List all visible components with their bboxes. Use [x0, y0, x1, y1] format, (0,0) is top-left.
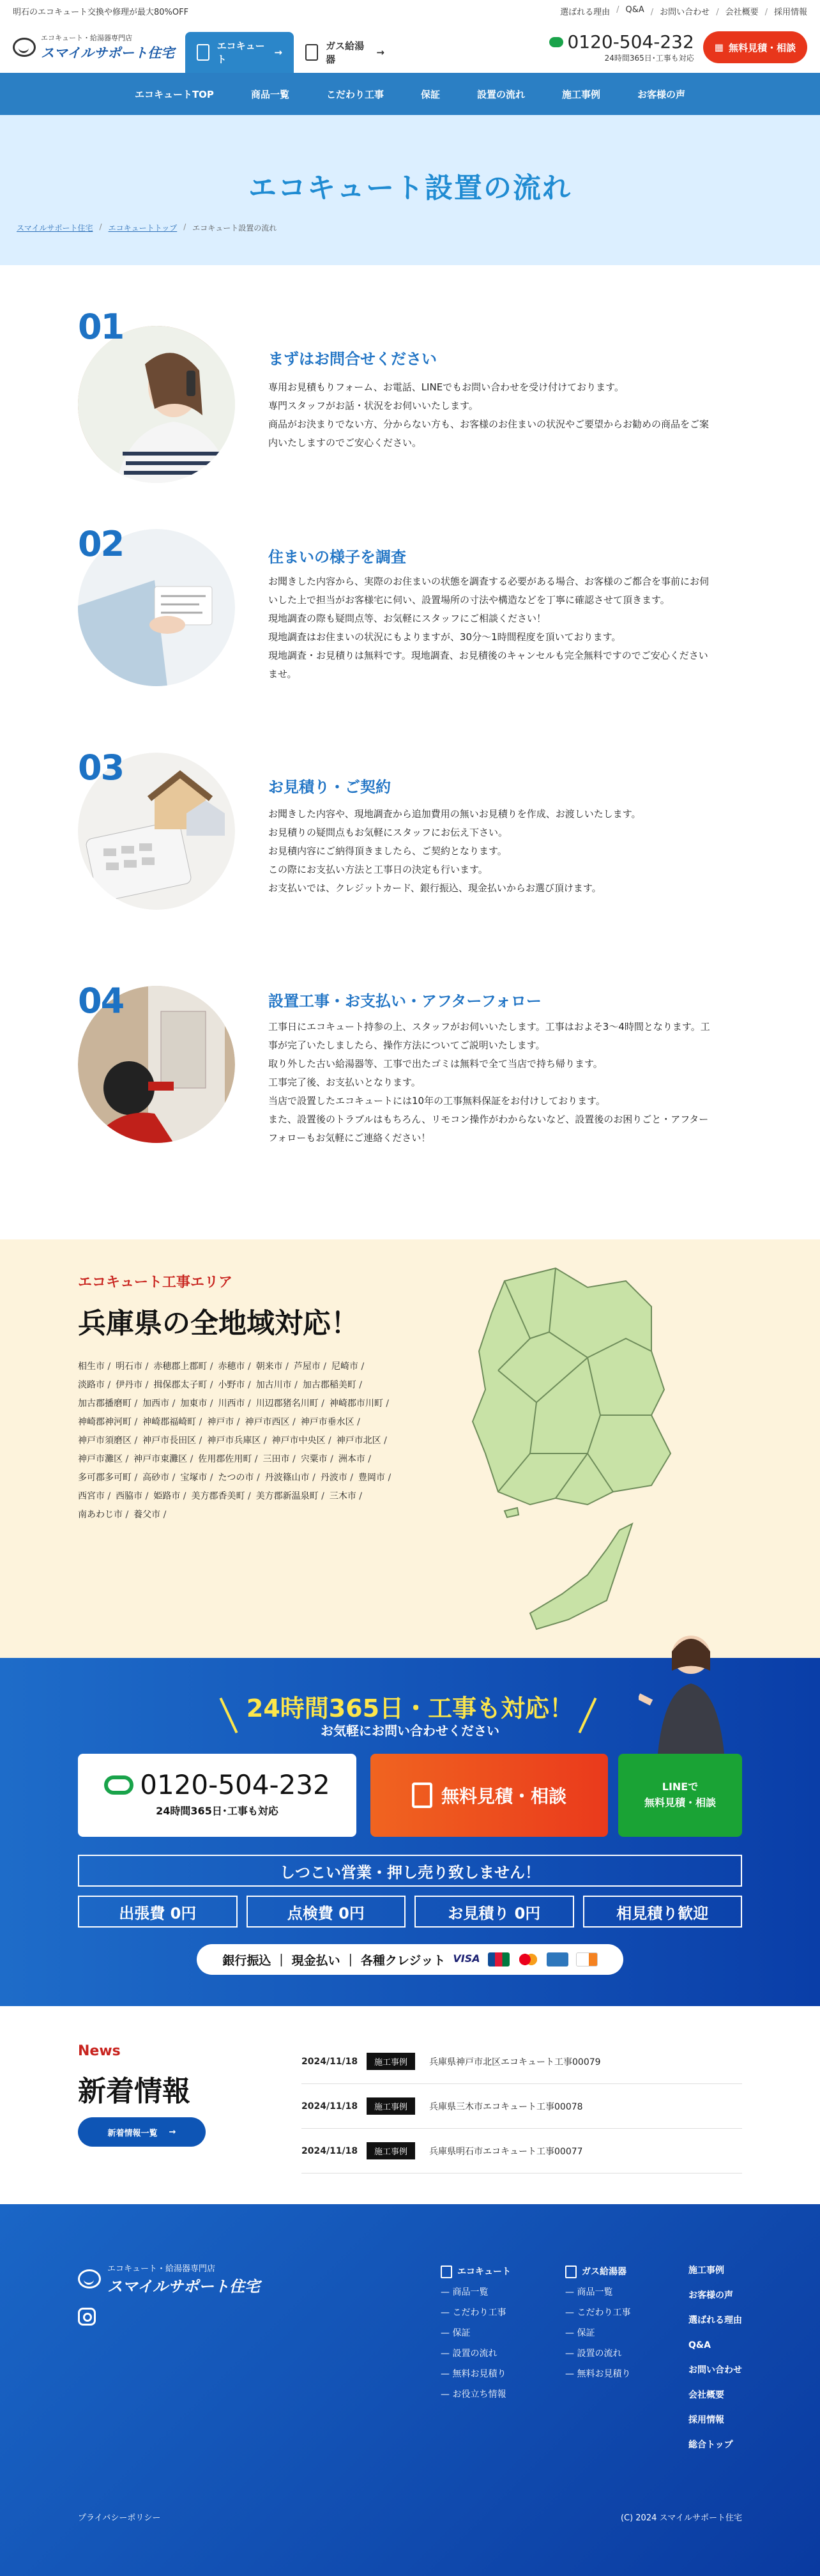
city-item: 佐用郡佐用町 /	[198, 1450, 257, 1469]
toplink-reason[interactable]: 選ばれる理由	[560, 7, 611, 17]
step-03-number: 03	[78, 747, 124, 788]
city-item: たつの市 /	[218, 1469, 260, 1487]
footer-link[interactable]: — 保証	[565, 2323, 630, 2343]
city-item: 美方郡新温泉町 /	[256, 1487, 324, 1506]
city-item: 神戸市垂水区 /	[301, 1413, 360, 1432]
news-item-title: 兵庫県三木市エコキュート工事00078	[429, 2101, 583, 2112]
step-04-line: 取り外した古い給湯器等、工事で出たゴミは無料で全て当店で持ち帰ります。	[268, 1058, 603, 1070]
tab-ecocute[interactable]	[185, 32, 294, 73]
footer-link[interactable]: — 設置の流れ	[441, 2343, 511, 2364]
city-item: 神戸市西区 /	[245, 1413, 296, 1432]
news-list-button[interactable]	[78, 2117, 206, 2147]
nav-cases[interactable]: 施工事例	[562, 88, 601, 100]
city-item: 加古郡播磨町 /	[78, 1395, 137, 1413]
freedial-icon	[104, 1775, 133, 1795]
footer-gas-head[interactable]: ガス給湯器	[582, 2267, 626, 2277]
city-item: 小野市 /	[218, 1376, 251, 1395]
step-04-line: 工事日にエコキュート持参の上、スタッフがお伺いいたします。工事はおよそ3〜4時間となります。工	[268, 1021, 710, 1032]
city-item: 赤穂郡上郡町 /	[153, 1358, 213, 1376]
staff-photo	[639, 1626, 741, 1754]
news-list	[301, 2039, 742, 2174]
nav-products[interactable]: 商品一覧	[250, 88, 289, 100]
competitive-quote-box: 相見積り歓迎	[583, 1896, 743, 1928]
news-tag: 施工事例	[367, 2097, 415, 2115]
site-logo[interactable]	[13, 33, 185, 62]
arrow-right-icon: →	[169, 2127, 176, 2137]
city-item: 神戸市中央区 /	[272, 1432, 331, 1450]
city-item: 相生市 /	[78, 1358, 110, 1376]
footer-link[interactable]: お問い合わせ	[688, 2365, 742, 2375]
top-links	[560, 5, 807, 17]
area-title: 兵庫県の全地域対応！	[78, 1307, 359, 1340]
step-04-line: 当店で設置したエコキュートには10年の工事無料保証をお付けしております。	[268, 1095, 605, 1107]
news-item-title: 兵庫県明石市エコキュート工事00077	[429, 2146, 583, 2157]
step-02-line: ませ。	[268, 668, 297, 680]
step-01-text	[268, 378, 741, 452]
main-nav	[0, 73, 820, 115]
service-area	[0, 1239, 820, 1658]
step-03-line: お聞きした内容や、現地調査から追加費用の無いお見積りを作成、お渡しいたします。	[268, 808, 641, 820]
step-04-number: 04	[78, 981, 124, 1021]
step-04-text	[268, 1018, 741, 1147]
breadcrumb-current: エコキュート設置の流れ	[192, 224, 277, 233]
city-item: 朝来市 /	[256, 1358, 289, 1376]
footer-link[interactable]: — 商品一覧	[565, 2282, 630, 2303]
footer-logo-name: スマイルサポート住宅	[107, 2278, 261, 2296]
tab-gas-label: ガス給湯器	[326, 40, 365, 65]
ecocute-unit-icon	[197, 44, 209, 61]
step-04-line: また、設置後のトラブルはもちろん、リモコン操作がわからないなど、設置後のお困りごと・アフター	[268, 1114, 709, 1125]
breadcrumb-home[interactable]: スマイルサポート住宅	[17, 224, 93, 233]
step-04-line: 工事完了後、お支払いとなります。	[268, 1077, 421, 1088]
smile-logo-icon	[78, 2269, 101, 2288]
footer-link[interactable]: 選ばれる理由	[688, 2315, 742, 2326]
site-header	[0, 22, 820, 73]
step-03-line: お支払いでは、クレジットカード、銀行振込、現金払いからお選び頂けます。	[268, 882, 602, 894]
step-02-text	[268, 572, 741, 684]
city-item: 神戸市東灘区 /	[133, 1450, 193, 1469]
header-phone-note: 24時間365日･工事も対応	[604, 54, 694, 63]
news-item[interactable]	[301, 2129, 742, 2174]
header-phone-number: 0120-504-232	[567, 31, 694, 52]
page-hero	[0, 115, 820, 265]
nav-warranty[interactable]: 保証	[420, 88, 440, 100]
footer-eco-head[interactable]: エコキュート	[457, 2267, 511, 2277]
jcb-icon	[488, 1952, 510, 1966]
contact-quote-label: 無料見積・相談	[441, 1786, 566, 1807]
line-contact-button[interactable]	[618, 1754, 742, 1837]
footer-link[interactable]: 総合トップ	[688, 2440, 733, 2450]
line-label: LINE	[662, 1781, 688, 1793]
news-item[interactable]	[301, 2039, 742, 2084]
contact-phone-number: 0120-504-232	[140, 1769, 330, 1800]
smile-logo-icon	[13, 38, 36, 57]
free-quote-button[interactable]	[703, 31, 807, 63]
city-item: 神戸市兵庫区 /	[207, 1432, 266, 1450]
footer-logo[interactable]	[78, 2262, 260, 2296]
logo-subtitle: エコキュート・給湯器専門店	[41, 34, 132, 42]
news-title: 新着情報	[78, 2075, 190, 2108]
footer-link[interactable]: 採用情報	[688, 2415, 724, 2425]
city-item: 神戸市灘区 /	[78, 1450, 128, 1469]
news-section	[0, 2006, 820, 2204]
news-tag: 施工事例	[367, 2053, 415, 2070]
line-de: で	[688, 1781, 699, 1793]
step-03-line: お見積りの疑問点もお気軽にスタッフにお伝え下さい。	[268, 827, 508, 838]
news-label: News	[78, 2043, 121, 2059]
step-04-title: 設置工事・お支払い・アフターフォロー	[268, 992, 542, 1010]
footer-link[interactable]: — 無料お見積り	[565, 2364, 630, 2384]
city-item: 尼崎市 /	[331, 1358, 364, 1376]
city-item: 伊丹市 /	[116, 1376, 148, 1395]
footer-link[interactable]: — 商品一覧	[441, 2282, 511, 2303]
nav-ecocute-top[interactable]: エコキュートTOP	[134, 88, 214, 100]
page-title: エコキュート設置の流れ	[248, 172, 572, 204]
free-service-boxes	[78, 1896, 742, 1928]
toplink-recruit[interactable]: / 採用情報	[765, 5, 807, 17]
news-item-title: 兵庫県神戸市北区エコキュート工事00079	[429, 2057, 601, 2067]
step-02-title: 住まいの様子を調査	[268, 548, 406, 566]
hyogo-map-icon	[460, 1262, 754, 1645]
footer-link[interactable]: — お役立ち情報	[441, 2384, 511, 2405]
site-footer	[0, 2204, 820, 2576]
step-01-line: 専用お見積もりフォーム、お電話、LINEでもお問い合わせを受け付けております。	[268, 381, 624, 393]
footer-link[interactable]: お客様の声	[688, 2290, 733, 2301]
city-item: 加東市 /	[180, 1395, 213, 1413]
news-date: 2024/11/18	[301, 2101, 358, 2112]
city-item: 丹波篠山市 /	[265, 1469, 315, 1487]
amex-icon	[547, 1952, 568, 1966]
city-item: 加古郡稲美町 /	[303, 1376, 362, 1395]
step-02-line: お聞きした内容から、実際のお住まいの状態を調査する必要がある場合、お客様のご都合を事前にお伺	[268, 576, 710, 587]
step-04-line: 事が完了いたしましたら、操作方法についてご説明いたします。	[268, 1039, 545, 1051]
news-date: 2024/11/18	[301, 2145, 358, 2156]
contact-subtitle: お気軽にお問い合わせください	[321, 1723, 499, 1738]
mastercard-icon	[517, 1952, 539, 1966]
instagram-icon[interactable]	[78, 2308, 96, 2326]
calculator-icon	[412, 1782, 432, 1808]
footer-link[interactable]: — 設置の流れ	[565, 2343, 630, 2364]
step-01-line: 専門スタッフがお話・状況をお伺いいたします。	[268, 400, 478, 411]
footer-logo-subtitle: エコキュート・給湯器専門店	[107, 2264, 216, 2274]
city-item: 養父市 /	[133, 1506, 166, 1524]
step-01-title: まずはお問合せください	[268, 350, 437, 368]
gas-heater-icon	[565, 2266, 577, 2278]
city-item: 神戸市 /	[207, 1413, 239, 1432]
city-item: 豊岡市 /	[358, 1469, 391, 1487]
gas-heater-icon	[305, 44, 318, 61]
visa-icon: VISA	[453, 1952, 480, 1966]
privacy-link[interactable]: プライバシーポリシー	[78, 2513, 161, 2523]
footer-link[interactable]: — こだわり工事	[565, 2303, 630, 2323]
breadcrumb: スマイルサポート住宅 / エコキュートトップ / エコキュート設置の流れ	[17, 222, 277, 233]
step-03-text	[268, 805, 741, 898]
free-inspection-box: 点検費 0円	[247, 1896, 406, 1928]
step-04-line: フォローもお気軽にご連絡ください！	[268, 1132, 431, 1144]
step-02-line: いした上で担当がお客様宅に伺い、設置場所の寸法や構造などを丁寧に確認させて頂きます。	[268, 594, 670, 606]
contact-phone-card[interactable]	[78, 1754, 356, 1837]
top-bar	[0, 0, 820, 22]
news-item[interactable]	[301, 2084, 742, 2129]
free-visit-box: 出張費 0円	[78, 1896, 238, 1928]
copyright: (C) 2024 スマイルサポート住宅	[620, 2513, 742, 2523]
city-item: 明石市 /	[116, 1358, 148, 1376]
city-item: 宍粟市 /	[301, 1450, 333, 1469]
step-02-line: 現地調査はお住まいの状況にもよりますが、30分〜1時間程度を頂いております。	[268, 631, 621, 643]
contact-phone-note: 24時間365日･工事も対応	[156, 1805, 278, 1817]
header-phone[interactable]	[549, 31, 694, 63]
step-03-line: この際にお支払い方法と工事日の決定も行います。	[268, 864, 488, 875]
city-item: 神戸市北区 /	[337, 1432, 387, 1450]
footer-link[interactable]: Q&A	[688, 2340, 711, 2350]
free-estimate-box: お見積り 0円	[414, 1896, 574, 1928]
city-item: 加西市 /	[142, 1395, 175, 1413]
toplink-company[interactable]: / 会社概要	[716, 5, 758, 17]
footer-link[interactable]: — こだわり工事	[441, 2303, 511, 2323]
contact-quote-button[interactable]	[370, 1754, 608, 1837]
city-item: 多可郡多可町 /	[78, 1469, 137, 1487]
city-item: 神崎郡神河町 /	[78, 1413, 137, 1432]
footer-link[interactable]: 施工事例	[688, 2266, 724, 2276]
footer-link[interactable]: — 保証	[441, 2323, 511, 2343]
discover-icon	[576, 1952, 598, 1966]
city-item: 美方郡香美町 /	[192, 1487, 251, 1506]
news-list-label: 新着情報一覧	[107, 2128, 158, 2138]
step-02-number: 02	[78, 524, 124, 564]
city-item: 川辺郡猪名川町 /	[256, 1395, 324, 1413]
step-03-line: お見積内容にご納得頂きましたら、ご契約となります。	[268, 845, 507, 857]
city-item: 姫路市 /	[153, 1487, 186, 1506]
toplink-qa[interactable]: / Q&A	[616, 5, 644, 17]
step-01-photo	[78, 326, 235, 483]
arrow-right-icon: →	[274, 47, 282, 58]
no-hard-sell-banner: しつこい営業・押し売り致しません！	[78, 1855, 742, 1887]
line-sub-label: 無料見積・相談	[644, 1797, 716, 1809]
step-01-number: 01	[78, 307, 124, 347]
city-item: 神戸市長田区 /	[142, 1432, 202, 1450]
step-01-line: 内いたしますのでご安心ください。	[268, 437, 422, 448]
toplink-contact[interactable]: / お問い合わせ	[651, 5, 710, 17]
tab-ecocute-label: エコキュート	[216, 40, 265, 65]
city-list	[78, 1358, 397, 1524]
city-item: 高砂市 /	[142, 1469, 175, 1487]
news-date: 2024/11/18	[301, 2056, 358, 2067]
nav-flow[interactable]: 設置の流れ	[476, 88, 525, 100]
footer-other-column	[688, 2258, 742, 2458]
payment-text: 銀行振込 ｜ 現金払い ｜ 各種クレジット	[222, 1953, 446, 1968]
news-tag: 施工事例	[367, 2142, 415, 2159]
area-label: エコキュート工事エリア	[78, 1275, 233, 1291]
city-item: 川西市 /	[218, 1395, 251, 1413]
city-item: 宝塚市 /	[180, 1469, 213, 1487]
freedial-icon	[549, 37, 563, 47]
woman-phone-photo	[78, 326, 235, 483]
nav-reviews[interactable]: お客様の声	[637, 88, 686, 100]
step-02-line: 現地調査の際も疑問点等、お気軽にスタッフにご相談ください！	[268, 613, 547, 624]
footer-eco-column	[441, 2262, 511, 2405]
tab-gas-heater[interactable]	[294, 32, 396, 73]
city-item: 神崎郡市川町 /	[330, 1395, 389, 1413]
city-item: 神戸市須磨区 /	[78, 1432, 137, 1450]
nav-construction[interactable]: こだわり工事	[326, 88, 384, 100]
city-item: 神崎郡福崎町 /	[142, 1413, 202, 1432]
contact-section	[0, 1658, 820, 2006]
city-item: 芦屋市 /	[294, 1358, 326, 1376]
promo-notice: 明石のエコキュート交換や修理が最大80%OFF	[13, 7, 189, 17]
city-item: 淡路市 /	[78, 1376, 110, 1395]
city-item: 三木市 /	[330, 1487, 362, 1506]
contact-title: 24時間365日・工事も対応！	[246, 1694, 574, 1722]
arrow-right-icon: →	[376, 47, 384, 58]
payment-methods	[197, 1944, 623, 1975]
city-item: 加古川市 /	[256, 1376, 298, 1395]
ecocute-unit-icon	[441, 2266, 452, 2278]
city-item: 揖保郡太子町 /	[153, 1376, 213, 1395]
footer-link[interactable]: — 無料お見積り	[441, 2364, 511, 2384]
city-item: 赤穂市 /	[218, 1358, 251, 1376]
city-item: 丹波市 /	[321, 1469, 353, 1487]
calculator-icon: ▦	[714, 42, 724, 53]
step-03-title: お見積り・ご契約	[268, 778, 391, 796]
city-item: 西脇市 /	[116, 1487, 148, 1506]
header-contact	[549, 31, 807, 63]
footer-bottom	[78, 2511, 742, 2523]
footer-gas-column	[565, 2262, 630, 2384]
step-01-line: 商品がお決まりでない方、分からない方も、お客様のお住まいの状況やご要望からお勧めの商品をご案	[268, 418, 710, 430]
city-item: 三田市 /	[263, 1450, 296, 1469]
free-quote-label: 無料見積・相談	[728, 42, 796, 54]
logo-name: スマイルサポート住宅	[41, 45, 175, 61]
city-item: 南あわじ市 /	[78, 1506, 128, 1524]
step-02-line: 現地調査・お見積りは無料です。現地調査、お見積後のキャンセルも完全無料ですのでご安心ください	[268, 650, 708, 661]
city-item: 西宮市 /	[78, 1487, 110, 1506]
footer-link[interactable]: 会社概要	[688, 2390, 724, 2400]
city-item: 洲本市 /	[338, 1450, 371, 1469]
breadcrumb-ecocute[interactable]: エコキュートトップ	[108, 224, 178, 233]
